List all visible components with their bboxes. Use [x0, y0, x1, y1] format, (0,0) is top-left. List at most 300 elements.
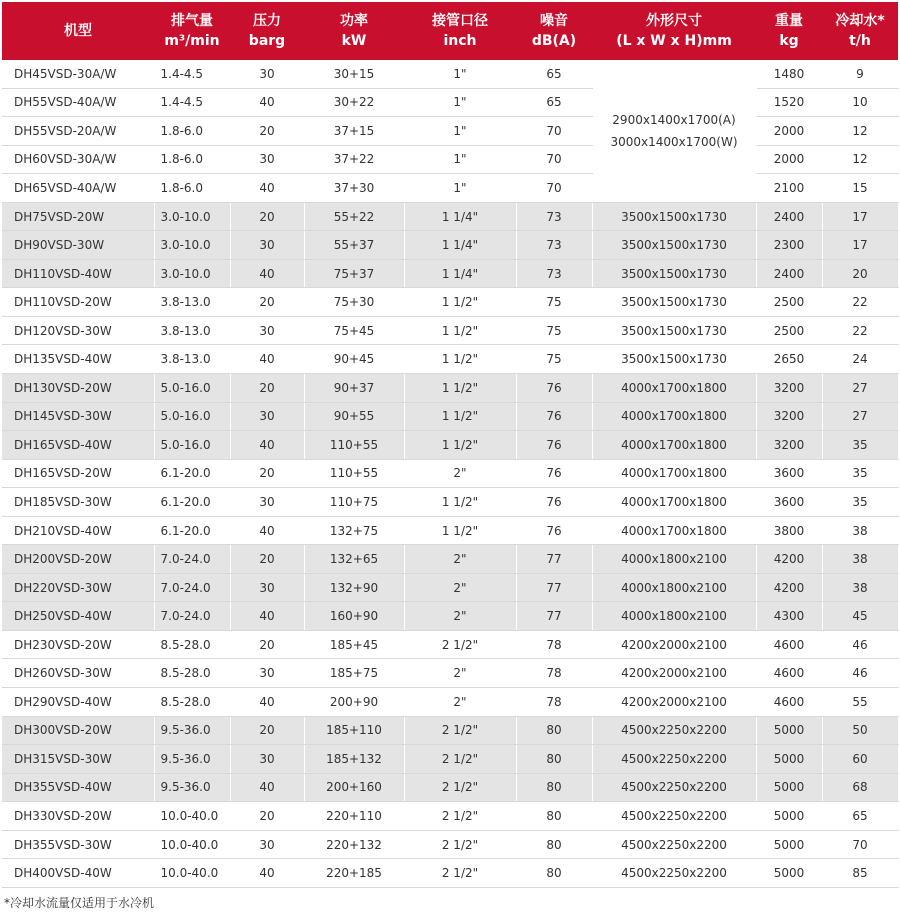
table-row: [2, 374, 898, 403]
table-row: [2, 716, 898, 745]
header-pressure-unit: barg: [248, 33, 286, 49]
header-weight-unit: kg: [779, 33, 799, 49]
cell-dims: 4000x1700x1800: [592, 459, 756, 488]
cell-weight: 1520: [756, 88, 822, 117]
cell-noise: 76: [516, 459, 592, 488]
merged-dimension-line: 3000x1400x1700(W): [610, 134, 738, 149]
cell-pipe: 1": [404, 145, 516, 174]
header-pipe: [404, 2, 516, 60]
table-row: [2, 202, 898, 231]
cell-pressure: 30: [230, 145, 304, 174]
cell-water: 10: [822, 88, 898, 117]
cell-flow: 8.5-28.0: [154, 659, 230, 688]
cell-pressure: 30: [230, 830, 304, 859]
cell-water: 12: [822, 117, 898, 146]
cell-model: DH90VSD-30W: [2, 231, 154, 260]
cell-dims-merged: [592, 60, 756, 202]
cell-power: 90+55: [304, 402, 404, 431]
cell-pressure: 20: [230, 374, 304, 403]
cell-weight: 3600: [756, 488, 822, 517]
cell-noise: 65: [516, 60, 592, 88]
cell-pipe: 2": [404, 659, 516, 688]
cell-pressure: 20: [230, 202, 304, 231]
cell-noise: 80: [516, 745, 592, 774]
cell-dims: 3500x1500x1730: [592, 202, 756, 231]
cell-model: DH230VSD-20W: [2, 630, 154, 659]
cell-model: DH145VSD-30W: [2, 402, 154, 431]
cell-power: 75+45: [304, 316, 404, 345]
cell-water: 55: [822, 688, 898, 717]
table-row: [2, 573, 898, 602]
cell-power: 90+45: [304, 345, 404, 374]
cell-weight: 2500: [756, 288, 822, 317]
cell-water: 70: [822, 830, 898, 859]
cell-pressure: 40: [230, 259, 304, 288]
cell-pipe: 2": [404, 602, 516, 631]
cell-dims: 4000x1700x1800: [592, 488, 756, 517]
cell-pipe: 2": [404, 545, 516, 574]
cell-weight: 3600: [756, 459, 822, 488]
cell-power: 110+75: [304, 488, 404, 517]
cell-flow: 6.1-20.0: [154, 516, 230, 545]
cell-noise: 76: [516, 374, 592, 403]
cell-power: 75+37: [304, 259, 404, 288]
cell-weight: 5000: [756, 830, 822, 859]
cell-water: 60: [822, 745, 898, 774]
cell-model: DH330VSD-20W: [2, 802, 154, 831]
cell-water: 20: [822, 259, 898, 288]
cell-model: DH400VSD-40W: [2, 859, 154, 888]
table-row: [2, 145, 898, 174]
cell-power: 37+22: [304, 145, 404, 174]
table-row: [2, 431, 898, 460]
cell-power: 200+90: [304, 688, 404, 717]
cell-model: DH300VSD-20W: [2, 716, 154, 745]
cell-power: 110+55: [304, 431, 404, 460]
cell-pipe: 2 1/2": [404, 630, 516, 659]
cell-model: DH250VSD-40W: [2, 602, 154, 631]
table-row: [2, 231, 898, 260]
cell-model: DH75VSD-20W: [2, 202, 154, 231]
cell-pressure: 40: [230, 345, 304, 374]
table-row: [2, 602, 898, 631]
header-weight: [756, 2, 822, 60]
cell-flow: 9.5-36.0: [154, 745, 230, 774]
header-flow: [154, 2, 230, 60]
cell-dims: 4000x1700x1800: [592, 431, 756, 460]
cell-water: 38: [822, 516, 898, 545]
cell-model: DH65VSD-40A/W: [2, 174, 154, 203]
cell-flow: 7.0-24.0: [154, 602, 230, 631]
table-row: [2, 745, 898, 774]
cell-dims: 4500x2250x2200: [592, 859, 756, 888]
cell-weight: 2400: [756, 202, 822, 231]
cell-water: 27: [822, 402, 898, 431]
cell-pressure: 20: [230, 117, 304, 146]
cell-pipe: 1 1/4": [404, 231, 516, 260]
cell-pipe: 1": [404, 117, 516, 146]
cell-model: DH135VSD-40W: [2, 345, 154, 374]
cell-dims: 4000x1800x2100: [592, 573, 756, 602]
header-dimensions-unit: (L x W x H)mm: [616, 33, 732, 49]
cell-pipe: 2 1/2": [404, 802, 516, 831]
header-pressure: [230, 2, 304, 60]
table-row: [2, 488, 898, 517]
cell-noise: 65: [516, 88, 592, 117]
cell-dims: 4500x2250x2200: [592, 830, 756, 859]
cell-weight: 2650: [756, 345, 822, 374]
table-row: [2, 288, 898, 317]
cell-pipe: 2 1/2": [404, 716, 516, 745]
cell-noise: 77: [516, 602, 592, 631]
cell-model: DH220VSD-30W: [2, 573, 154, 602]
cell-power: 220+110: [304, 802, 404, 831]
cell-dims: 3500x1500x1730: [592, 316, 756, 345]
cell-flow: 1.8-6.0: [154, 145, 230, 174]
header-cooling-water-unit: t/h: [849, 33, 871, 49]
cell-pressure: 30: [230, 316, 304, 345]
cell-pressure: 40: [230, 431, 304, 460]
cell-model: DH260VSD-30W: [2, 659, 154, 688]
cell-flow: 5.0-16.0: [154, 374, 230, 403]
cell-pressure: 40: [230, 516, 304, 545]
cell-flow: 8.5-28.0: [154, 688, 230, 717]
cell-power: 132+75: [304, 516, 404, 545]
cell-pipe: 2": [404, 459, 516, 488]
cell-pressure: 30: [230, 402, 304, 431]
cell-dims: 4500x2250x2200: [592, 745, 756, 774]
cell-noise: 76: [516, 431, 592, 460]
cell-pipe: 1 1/4": [404, 202, 516, 231]
cell-pipe: 1 1/2": [404, 374, 516, 403]
cell-pressure: 30: [230, 60, 304, 88]
cell-water: 68: [822, 773, 898, 802]
cell-dims: 4000x1800x2100: [592, 545, 756, 574]
table-row: [2, 859, 898, 888]
cell-pressure: 20: [230, 288, 304, 317]
cell-weight: 5000: [756, 859, 822, 888]
cell-water: 27: [822, 374, 898, 403]
cell-water: 35: [822, 488, 898, 517]
cell-pressure: 40: [230, 174, 304, 203]
cell-water: 38: [822, 573, 898, 602]
header-flow-title: 排气量: [171, 13, 213, 29]
cell-power: 90+37: [304, 374, 404, 403]
cell-water: 15: [822, 174, 898, 203]
cell-flow: 1.8-6.0: [154, 117, 230, 146]
cell-water: 38: [822, 545, 898, 574]
header-model-title: 机型: [64, 23, 92, 39]
cell-water: 35: [822, 459, 898, 488]
cell-pipe: 2": [404, 573, 516, 602]
cell-flow: 8.5-28.0: [154, 630, 230, 659]
cell-flow: 6.1-20.0: [154, 488, 230, 517]
cell-dims: 4200x2000x2100: [592, 630, 756, 659]
cell-pressure: 20: [230, 802, 304, 831]
cell-power: 220+185: [304, 859, 404, 888]
cell-weight: 2400: [756, 259, 822, 288]
cell-water: 45: [822, 602, 898, 631]
cell-dims: 4500x2250x2200: [592, 802, 756, 831]
cell-pressure: 30: [230, 745, 304, 774]
cell-dims: 4200x2000x2100: [592, 688, 756, 717]
cell-noise: 77: [516, 545, 592, 574]
cell-power: 55+37: [304, 231, 404, 260]
cell-flow: 10.0-40.0: [154, 859, 230, 888]
header-noise-unit: dB(A): [531, 33, 577, 49]
header-flow-unit: m³/min: [164, 33, 220, 49]
cell-dims: 3500x1500x1730: [592, 288, 756, 317]
table-row: [2, 259, 898, 288]
cell-weight: 2100: [756, 174, 822, 203]
header-dimensions: [592, 2, 756, 60]
header-cooling-water: [822, 2, 898, 60]
cell-noise: 75: [516, 288, 592, 317]
cell-model: DH355VSD-30W: [2, 830, 154, 859]
cell-model: DH60VSD-30A/W: [2, 145, 154, 174]
table-row: [2, 659, 898, 688]
cell-flow: 3.0-10.0: [154, 259, 230, 288]
cell-noise: 76: [516, 488, 592, 517]
header-cooling-water-title: 冷却水*: [835, 13, 885, 29]
cell-pressure: 40: [230, 773, 304, 802]
cell-noise: 73: [516, 231, 592, 260]
cell-noise: 76: [516, 402, 592, 431]
cell-pipe: 2 1/2": [404, 745, 516, 774]
cell-noise: 80: [516, 773, 592, 802]
cell-pressure: 20: [230, 545, 304, 574]
table-row: [2, 459, 898, 488]
cell-weight: 3200: [756, 402, 822, 431]
header-row: [2, 2, 898, 60]
cell-flow: 7.0-24.0: [154, 573, 230, 602]
cell-weight: 2000: [756, 117, 822, 146]
table-row: [2, 830, 898, 859]
cell-power: 200+160: [304, 773, 404, 802]
header-dimensions-title: 外形尺寸: [646, 13, 702, 29]
cell-pipe: 1 1/2": [404, 431, 516, 460]
cell-model: DH355VSD-40W: [2, 773, 154, 802]
cell-pressure: 30: [230, 488, 304, 517]
cell-pipe: 2": [404, 688, 516, 717]
cell-flow: 6.1-20.0: [154, 459, 230, 488]
cell-model: DH120VSD-30W: [2, 316, 154, 345]
cell-noise: 73: [516, 259, 592, 288]
cell-pressure: 20: [230, 716, 304, 745]
header-noise-title: 噪音: [540, 13, 568, 29]
cell-water: 65: [822, 802, 898, 831]
cell-flow: 3.8-13.0: [154, 288, 230, 317]
cell-dims: 4500x2250x2200: [592, 716, 756, 745]
cell-power: 110+55: [304, 459, 404, 488]
header-weight-title: 重量: [775, 13, 803, 29]
table-row: [2, 88, 898, 117]
cell-pipe: 1 1/2": [404, 345, 516, 374]
cell-model: DH130VSD-20W: [2, 374, 154, 403]
table-row: [2, 545, 898, 574]
cell-water: 12: [822, 145, 898, 174]
header-noise: [516, 2, 592, 60]
header-model: [2, 2, 154, 60]
cell-pressure: 20: [230, 459, 304, 488]
merged-dimension-line: 2900x1400x1700(A): [612, 112, 736, 127]
cell-flow: 3.8-13.0: [154, 316, 230, 345]
cell-flow: 1.8-6.0: [154, 174, 230, 203]
cell-pipe: 1": [404, 174, 516, 203]
cell-pressure: 30: [230, 231, 304, 260]
cell-flow: 3.0-10.0: [154, 202, 230, 231]
cell-model: DH200VSD-20W: [2, 545, 154, 574]
cell-weight: 4200: [756, 545, 822, 574]
table-row: [2, 802, 898, 831]
cell-power: 132+65: [304, 545, 404, 574]
cell-dims: 4500x2250x2200: [592, 773, 756, 802]
cell-weight: 5000: [756, 716, 822, 745]
cell-power: 160+90: [304, 602, 404, 631]
header-power-title: 功率: [340, 13, 368, 29]
cell-power: 30+22: [304, 88, 404, 117]
cell-weight: 3800: [756, 516, 822, 545]
cell-power: 185+110: [304, 716, 404, 745]
header-pressure-title: 压力: [253, 13, 281, 29]
cell-pressure: 40: [230, 88, 304, 117]
cell-model: DH210VSD-40W: [2, 516, 154, 545]
table-row: [2, 60, 898, 88]
cell-model: DH45VSD-30A/W: [2, 60, 154, 88]
cell-power: 30+15: [304, 60, 404, 88]
cell-dims: 4000x1700x1800: [592, 402, 756, 431]
cell-model: DH315VSD-30W: [2, 745, 154, 774]
cell-noise: 75: [516, 316, 592, 345]
cell-model: DH110VSD-20W: [2, 288, 154, 317]
cell-flow: 10.0-40.0: [154, 802, 230, 831]
cell-pipe: 2 1/2": [404, 859, 516, 888]
cell-power: 185+132: [304, 745, 404, 774]
cell-model: DH55VSD-40A/W: [2, 88, 154, 117]
table-row: [2, 117, 898, 146]
cell-flow: 3.8-13.0: [154, 345, 230, 374]
cell-weight: 2000: [756, 145, 822, 174]
cell-power: 185+45: [304, 630, 404, 659]
table-body: [2, 60, 898, 887]
cell-weight: 2300: [756, 231, 822, 260]
table-row: [2, 345, 898, 374]
cell-noise: 75: [516, 345, 592, 374]
cell-water: 22: [822, 316, 898, 345]
cell-weight: 3200: [756, 374, 822, 403]
cell-weight: 3200: [756, 431, 822, 460]
cell-weight: 1480: [756, 60, 822, 88]
cell-model: DH55VSD-20A/W: [2, 117, 154, 146]
header-power-unit: kW: [341, 33, 367, 49]
cell-power: 132+90: [304, 573, 404, 602]
table-row: [2, 402, 898, 431]
cell-power: 75+30: [304, 288, 404, 317]
cell-flow: 1.4-4.5: [154, 88, 230, 117]
cell-flow: 7.0-24.0: [154, 545, 230, 574]
cell-water: 17: [822, 231, 898, 260]
cell-power: 37+15: [304, 117, 404, 146]
cell-water: 22: [822, 288, 898, 317]
cell-weight: 5000: [756, 773, 822, 802]
cell-water: 50: [822, 716, 898, 745]
cell-noise: 80: [516, 859, 592, 888]
cell-dims: 3500x1500x1730: [592, 345, 756, 374]
cell-water: 17: [822, 202, 898, 231]
cell-noise: 78: [516, 659, 592, 688]
cell-pipe: 1 1/2": [404, 316, 516, 345]
cell-dims: 3500x1500x1730: [592, 259, 756, 288]
cell-flow: 5.0-16.0: [154, 402, 230, 431]
table-row: [2, 773, 898, 802]
cell-pipe: 1 1/2": [404, 516, 516, 545]
table-row: [2, 516, 898, 545]
header-pipe-title: 接管口径: [432, 13, 488, 29]
cell-model: DH185VSD-30W: [2, 488, 154, 517]
cell-noise: 70: [516, 117, 592, 146]
table-row: [2, 174, 898, 203]
cell-model: DH165VSD-20W: [2, 459, 154, 488]
cell-water: 24: [822, 345, 898, 374]
cell-pipe: 1 1/2": [404, 402, 516, 431]
header-power: [304, 2, 404, 60]
cell-pipe: 1 1/2": [404, 288, 516, 317]
cell-water: 35: [822, 431, 898, 460]
cell-noise: 80: [516, 802, 592, 831]
cell-power: 220+132: [304, 830, 404, 859]
cell-dims: 4200x2000x2100: [592, 659, 756, 688]
table-row: [2, 688, 898, 717]
cell-weight: 4300: [756, 602, 822, 631]
cell-noise: 80: [516, 716, 592, 745]
table-row: [2, 316, 898, 345]
cell-flow: 9.5-36.0: [154, 773, 230, 802]
cell-weight: 4600: [756, 630, 822, 659]
footnote: *冷却水流量仅适用于水冷机: [4, 896, 155, 910]
cell-noise: 70: [516, 174, 592, 203]
cell-flow: 5.0-16.0: [154, 431, 230, 460]
cell-flow: 1.4-4.5: [154, 60, 230, 88]
cell-noise: 80: [516, 830, 592, 859]
header-pipe-unit: inch: [443, 33, 477, 49]
cell-pipe: 1 1/4": [404, 259, 516, 288]
cell-pipe: 1 1/2": [404, 488, 516, 517]
spec-table: [2, 2, 899, 888]
table-row: [2, 630, 898, 659]
cell-noise: 78: [516, 630, 592, 659]
cell-dims: 4000x1700x1800: [592, 374, 756, 403]
cell-noise: 70: [516, 145, 592, 174]
cell-noise: 77: [516, 573, 592, 602]
cell-model: DH110VSD-40W: [2, 259, 154, 288]
cell-flow: 10.0-40.0: [154, 830, 230, 859]
cell-weight: 2500: [756, 316, 822, 345]
cell-noise: 76: [516, 516, 592, 545]
cell-dims: 3500x1500x1730: [592, 231, 756, 260]
cell-pressure: 40: [230, 602, 304, 631]
cell-weight: 4600: [756, 659, 822, 688]
cell-power: 37+30: [304, 174, 404, 203]
cell-pressure: 30: [230, 659, 304, 688]
cell-weight: 5000: [756, 802, 822, 831]
cell-dims: 4000x1700x1800: [592, 516, 756, 545]
cell-model: DH165VSD-40W: [2, 431, 154, 460]
cell-noise: 73: [516, 202, 592, 231]
cell-flow: 9.5-36.0: [154, 716, 230, 745]
cell-noise: 78: [516, 688, 592, 717]
cell-water: 85: [822, 859, 898, 888]
cell-pipe: 2 1/2": [404, 830, 516, 859]
